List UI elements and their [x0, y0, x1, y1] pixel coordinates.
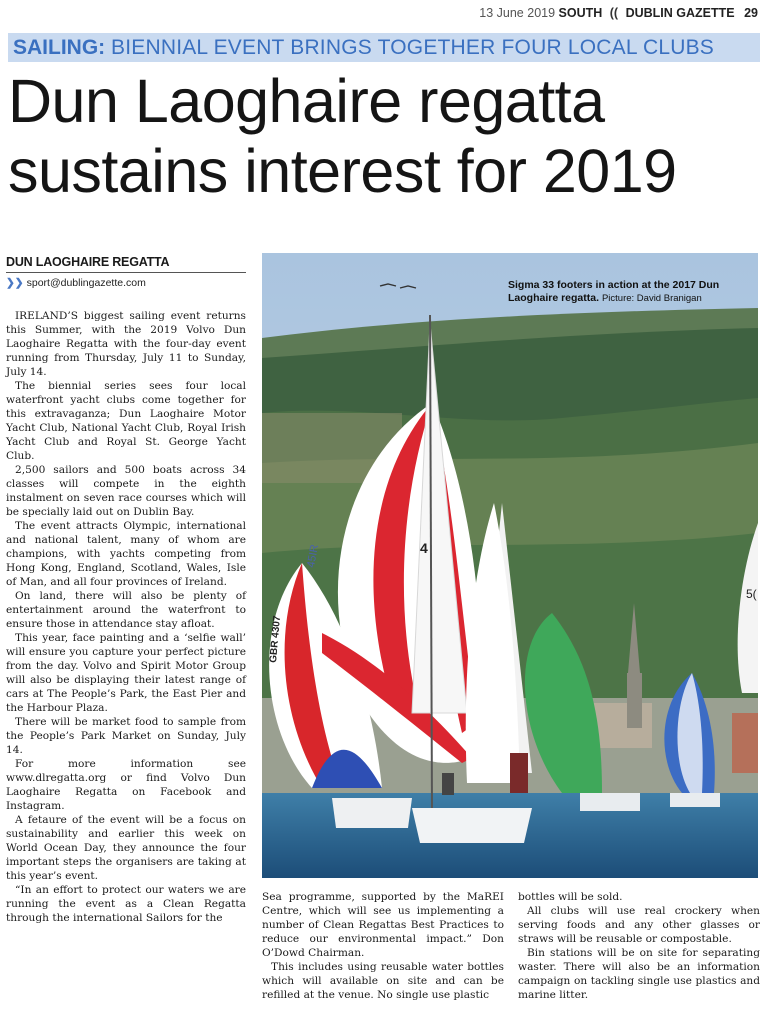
sail-number: 45IR [305, 543, 321, 569]
sail-number: 5( [746, 587, 757, 601]
paragraph: Bin stations will be on site for separating waster. There will also be an information campaign on tackling single use plastics and marine litter. [518, 947, 760, 1001]
headline-line-1: Dun Laoghaire regatta [8, 67, 605, 135]
headline-line-2: sustains interest for 2019 [8, 137, 677, 205]
regatta-photo [262, 253, 758, 878]
caption-text: Sigma 33 footers in action at the 2017 Dun Laoghaire regatta. [508, 279, 720, 304]
issue-date: 13 June 2019 [479, 6, 556, 20]
byline-divider [6, 272, 246, 273]
paragraph: A fetaure of the event will be a focus on sustainability and earlier this week on World Ocean Day, they announce the four important steps the organisers are taking at this year’s event. [6, 814, 246, 882]
article-byline [6, 255, 246, 289]
masthead-separator: (( [609, 6, 619, 20]
paragraph: On land, there will also be plenty of entertainment around the waterfront to ensure those in attendance stay afloat. [6, 590, 246, 630]
page-masthead [479, 6, 758, 20]
article-headline [8, 66, 764, 206]
byline-author: DUN LAOGHAIRE REGATTA [6, 255, 170, 269]
section-name: SOUTH [558, 6, 603, 20]
paragraph: This year, face painting and a ‘selfie wall’ will ensure you capture your perfect picture from the day. Volvo and Spirit Motor Group will also be displaying their latest range of cars at The People’s Park, the East Pier and the Harbour Plaza. [6, 632, 246, 714]
sail-number: 4 [420, 540, 428, 556]
byline-email-row [6, 277, 246, 289]
banner-kicker: SAILING: [13, 36, 106, 59]
article-column-2 [262, 890, 504, 1002]
page-number: 29 [744, 6, 758, 20]
paragraph: The event attracts Olympic, international and national talent, many of whom are champions, with yachts competing from Hong Kong, England, Scotland, Wales, Isle of Man, and all four provinces of Ireland. [6, 520, 246, 588]
byline-email[interactable]: sport@dublingazette.com [26, 277, 146, 289]
banner-text: BIENNIAL EVENT BRINGS TOGETHER FOUR LOCAL CLUBS [111, 36, 715, 59]
paragraph: This includes using reusable water bottles which will available on site and can be refilled at the venue. No single use plastic [262, 961, 504, 1001]
photo-credit: Picture: David Branigan [601, 293, 702, 304]
paragraph: There will be market food to sample from the People’s Park Market on Sunday, July 14. [6, 716, 246, 756]
sail-number: GBR 4307 [268, 615, 284, 664]
paragraph: For more information see www.dlregatta.org or find Volvo Dun Laoghaire Regatta on Facebook and Instagram. [6, 758, 246, 812]
newspaper-name: DUBLIN GAZETTE [625, 6, 735, 20]
paragraph: All clubs will use real crockery when serving foods and any other glasses or straws will be reusable or compostable. [518, 905, 760, 945]
paragraph: The biennial series sees four local waterfront yacht clubs come together for this extravaganza; Dun Laoghaire Motor Yacht Club, National Yacht Club, Royal Irish Yacht Club and Royal St. George Yacht Club. [6, 380, 246, 462]
section-banner [8, 33, 760, 62]
article-column-3 [518, 890, 760, 1002]
paragraph: “In an effort to protect our waters we are running the event as a Clean Regatta through the international Sailors for the [6, 884, 246, 924]
paragraph: 2,500 sailors and 500 boats across 34 classes will compete in the eighth instalment on seven race courses which will be specially laid out on Dublin Bay. [6, 464, 246, 518]
paragraph: IRELAND’S biggest sailing event returns this Summer, with the 2019 Volvo Dun Laoghaire Regatta with the four-day event running from Thursday, July 11 to Sunday, July 14. [6, 310, 246, 378]
paragraph: Sea programme, supported by the MaREI Centre, which will see us implementing a number of Clean Regattas Best Practices to reduce our environmental impact.” Don O’Dowd Chairman. [262, 891, 504, 959]
article-column-1 [6, 309, 246, 925]
photo-caption [508, 279, 748, 305]
chevron-right-icon: ❯❯ [6, 277, 24, 289]
paragraph: bottles will be sold. [518, 891, 623, 903]
